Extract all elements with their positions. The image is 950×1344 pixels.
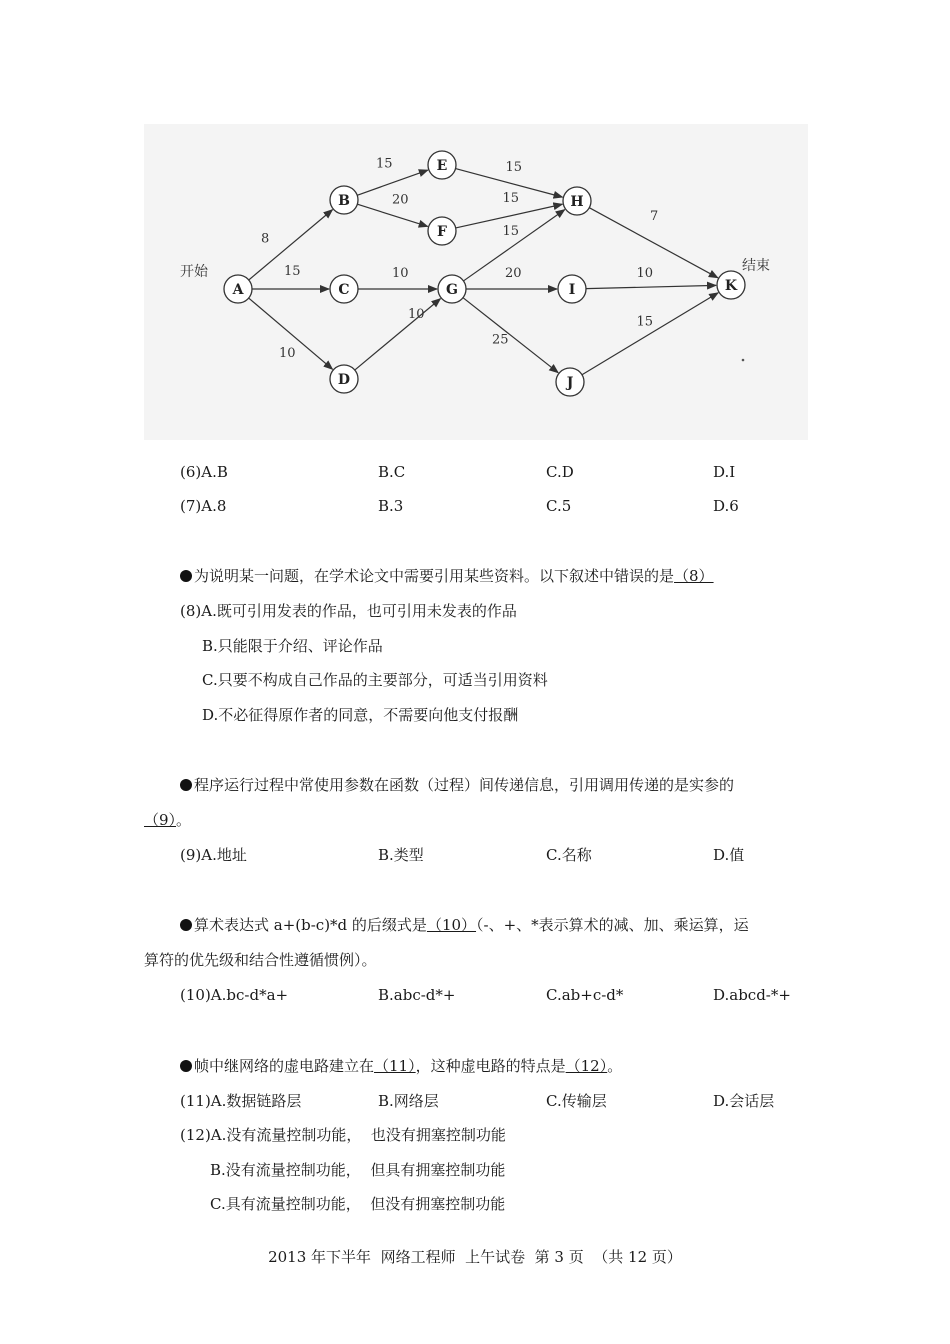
svg-text:E: E	[436, 158, 448, 174]
node-g	[438, 275, 466, 303]
q12-option-a: (12)A.没有流量控制功能， 也没有拥塞控制功能	[180, 1126, 506, 1144]
svg-text:A: A	[232, 282, 244, 298]
edge-weight-i-k: 10	[636, 266, 654, 281]
edge-g-j	[463, 298, 558, 373]
q11-stem: 帧中继网络的虚电路建立在（11），这种虚电路的特点是（12）。	[180, 1056, 622, 1076]
edge-weight-h-k: 7	[650, 209, 659, 224]
svg-text:J: J	[566, 375, 574, 391]
q6-option-d: D.I	[713, 463, 736, 481]
q9-blank: （9）	[144, 811, 177, 829]
q8-option-b: B.只能限于介绍、评论作品	[202, 637, 383, 655]
edge-d-g	[355, 299, 441, 370]
q9-option-c: C.名称	[546, 846, 592, 864]
end-label: 结束	[742, 258, 770, 274]
svg-text:D: D	[337, 372, 351, 388]
start-label: 开始	[180, 264, 208, 280]
svg-text:I: I	[568, 282, 576, 298]
edge-b-f	[357, 204, 427, 226]
speck	[742, 359, 745, 362]
edge-weight-a-b: 8	[261, 231, 270, 247]
q10-stem-cont: 算符的优先级和结合性遵循惯例）。	[144, 951, 377, 969]
q7-option-a: (7)A.8	[180, 497, 227, 515]
q9-option-b: B.类型	[378, 846, 424, 864]
q8-stem: 为说明某一问题，在学术论文中需要引用某些资料。以下叙述中错误的是（8）	[180, 566, 714, 586]
node-c	[330, 275, 358, 303]
q12-blank: （12）	[565, 1057, 608, 1075]
edge-weight-b-f: 20	[392, 192, 409, 208]
edge-weight-g-j: 25	[492, 332, 509, 348]
node-i	[558, 275, 586, 303]
q11-option-a: (11)A.数据链路层	[180, 1092, 302, 1110]
node-j	[556, 368, 584, 396]
q10-stem: 算术表达式 a+(b-c)*d 的后缀式是（10）（-、+、*表示算术的减、加、乘运算，运	[180, 915, 749, 935]
q8-option-c: C.只要不构成自己作品的主要部分，可适当引用资料	[202, 671, 548, 689]
page-footer: 2013 年下半年 网络工程师 上午试卷 第 3 页 （共 12 页）	[268, 1248, 682, 1266]
edge-weight-a-d: 10	[279, 346, 296, 361]
q11-option-d: D.会话层	[713, 1092, 775, 1110]
node-a	[224, 275, 252, 303]
q9-stem-cont: （9）。	[144, 811, 192, 829]
q7-option-b: B.3	[378, 497, 404, 515]
q9-option-d: D.值	[713, 846, 745, 864]
node-e	[428, 151, 456, 179]
bullet-icon	[180, 779, 192, 791]
node-k	[717, 271, 745, 299]
edge-weight-b-e: 15	[376, 156, 393, 172]
edge-i-k	[586, 285, 716, 288]
bullet-icon	[180, 570, 192, 582]
edge-weight-g-i: 20	[505, 266, 522, 281]
q10-option-a: (10)A.bc-d*a+	[180, 986, 289, 1004]
q6-option-a: (6)A.B	[180, 463, 228, 481]
q8-option-a: (8)A.既可引用发表的作品，也可引用未发表的作品	[180, 602, 517, 620]
q11-blank: （11）	[374, 1057, 416, 1075]
node-h	[563, 187, 591, 215]
bullet-icon	[180, 919, 192, 931]
q10-option-c: C.ab+c-d*	[546, 986, 624, 1004]
q11-option-c: C.传输层	[546, 1092, 607, 1110]
edge-b-e	[357, 170, 428, 195]
svg-text:G: G	[446, 282, 458, 298]
q8-option-d: D.不必征得原作者的同意，不需要向他支付报酬	[202, 706, 519, 724]
edge-j-k	[582, 293, 718, 375]
q8-blank: （8）	[674, 567, 714, 585]
bullet-icon	[180, 1060, 192, 1072]
q6-option-c: C.D	[546, 463, 574, 481]
q11-option-b: B.网络层	[378, 1092, 439, 1110]
node-b	[330, 186, 358, 214]
edge-weight-j-k: 15	[636, 314, 654, 330]
node-d	[330, 365, 358, 393]
edge-weight-e-h: 15	[505, 160, 523, 175]
edge-weight-d-g: 10	[408, 307, 425, 322]
q6-option-b: B.C	[378, 463, 406, 481]
q7-option-c: C.5	[546, 497, 572, 515]
q10-blank: （10）	[426, 916, 477, 934]
svg-text:C: C	[338, 282, 350, 298]
q10-option-b: B.abc-d*+	[378, 986, 456, 1004]
edge-weight-c-g: 10	[392, 266, 409, 281]
q12-option-b: B.没有流量控制功能， 但具有拥塞控制功能	[210, 1161, 506, 1179]
q9-option-a: (9)A.地址	[180, 846, 247, 864]
q12-option-c: C.具有流量控制功能， 但没有拥塞控制功能	[210, 1195, 506, 1213]
edge-weight-g-h: 15	[502, 224, 520, 239]
edge-weight-a-c: 15	[284, 264, 301, 279]
svg-text:H: H	[570, 194, 584, 210]
svg-text:B: B	[338, 193, 350, 209]
network-diagram	[144, 124, 808, 440]
q9-stem: 程序运行过程中常使用参数在函数（过程）间传递信息，引用调用传递的是实参的	[180, 775, 734, 795]
q7-option-d: D.6	[713, 497, 739, 515]
node-f	[428, 217, 456, 245]
edge-weight-f-h: 15	[502, 191, 520, 206]
q10-option-d: D.abcd-*+	[713, 986, 791, 1004]
svg-text:F: F	[437, 224, 447, 240]
svg-text:K: K	[724, 278, 738, 294]
